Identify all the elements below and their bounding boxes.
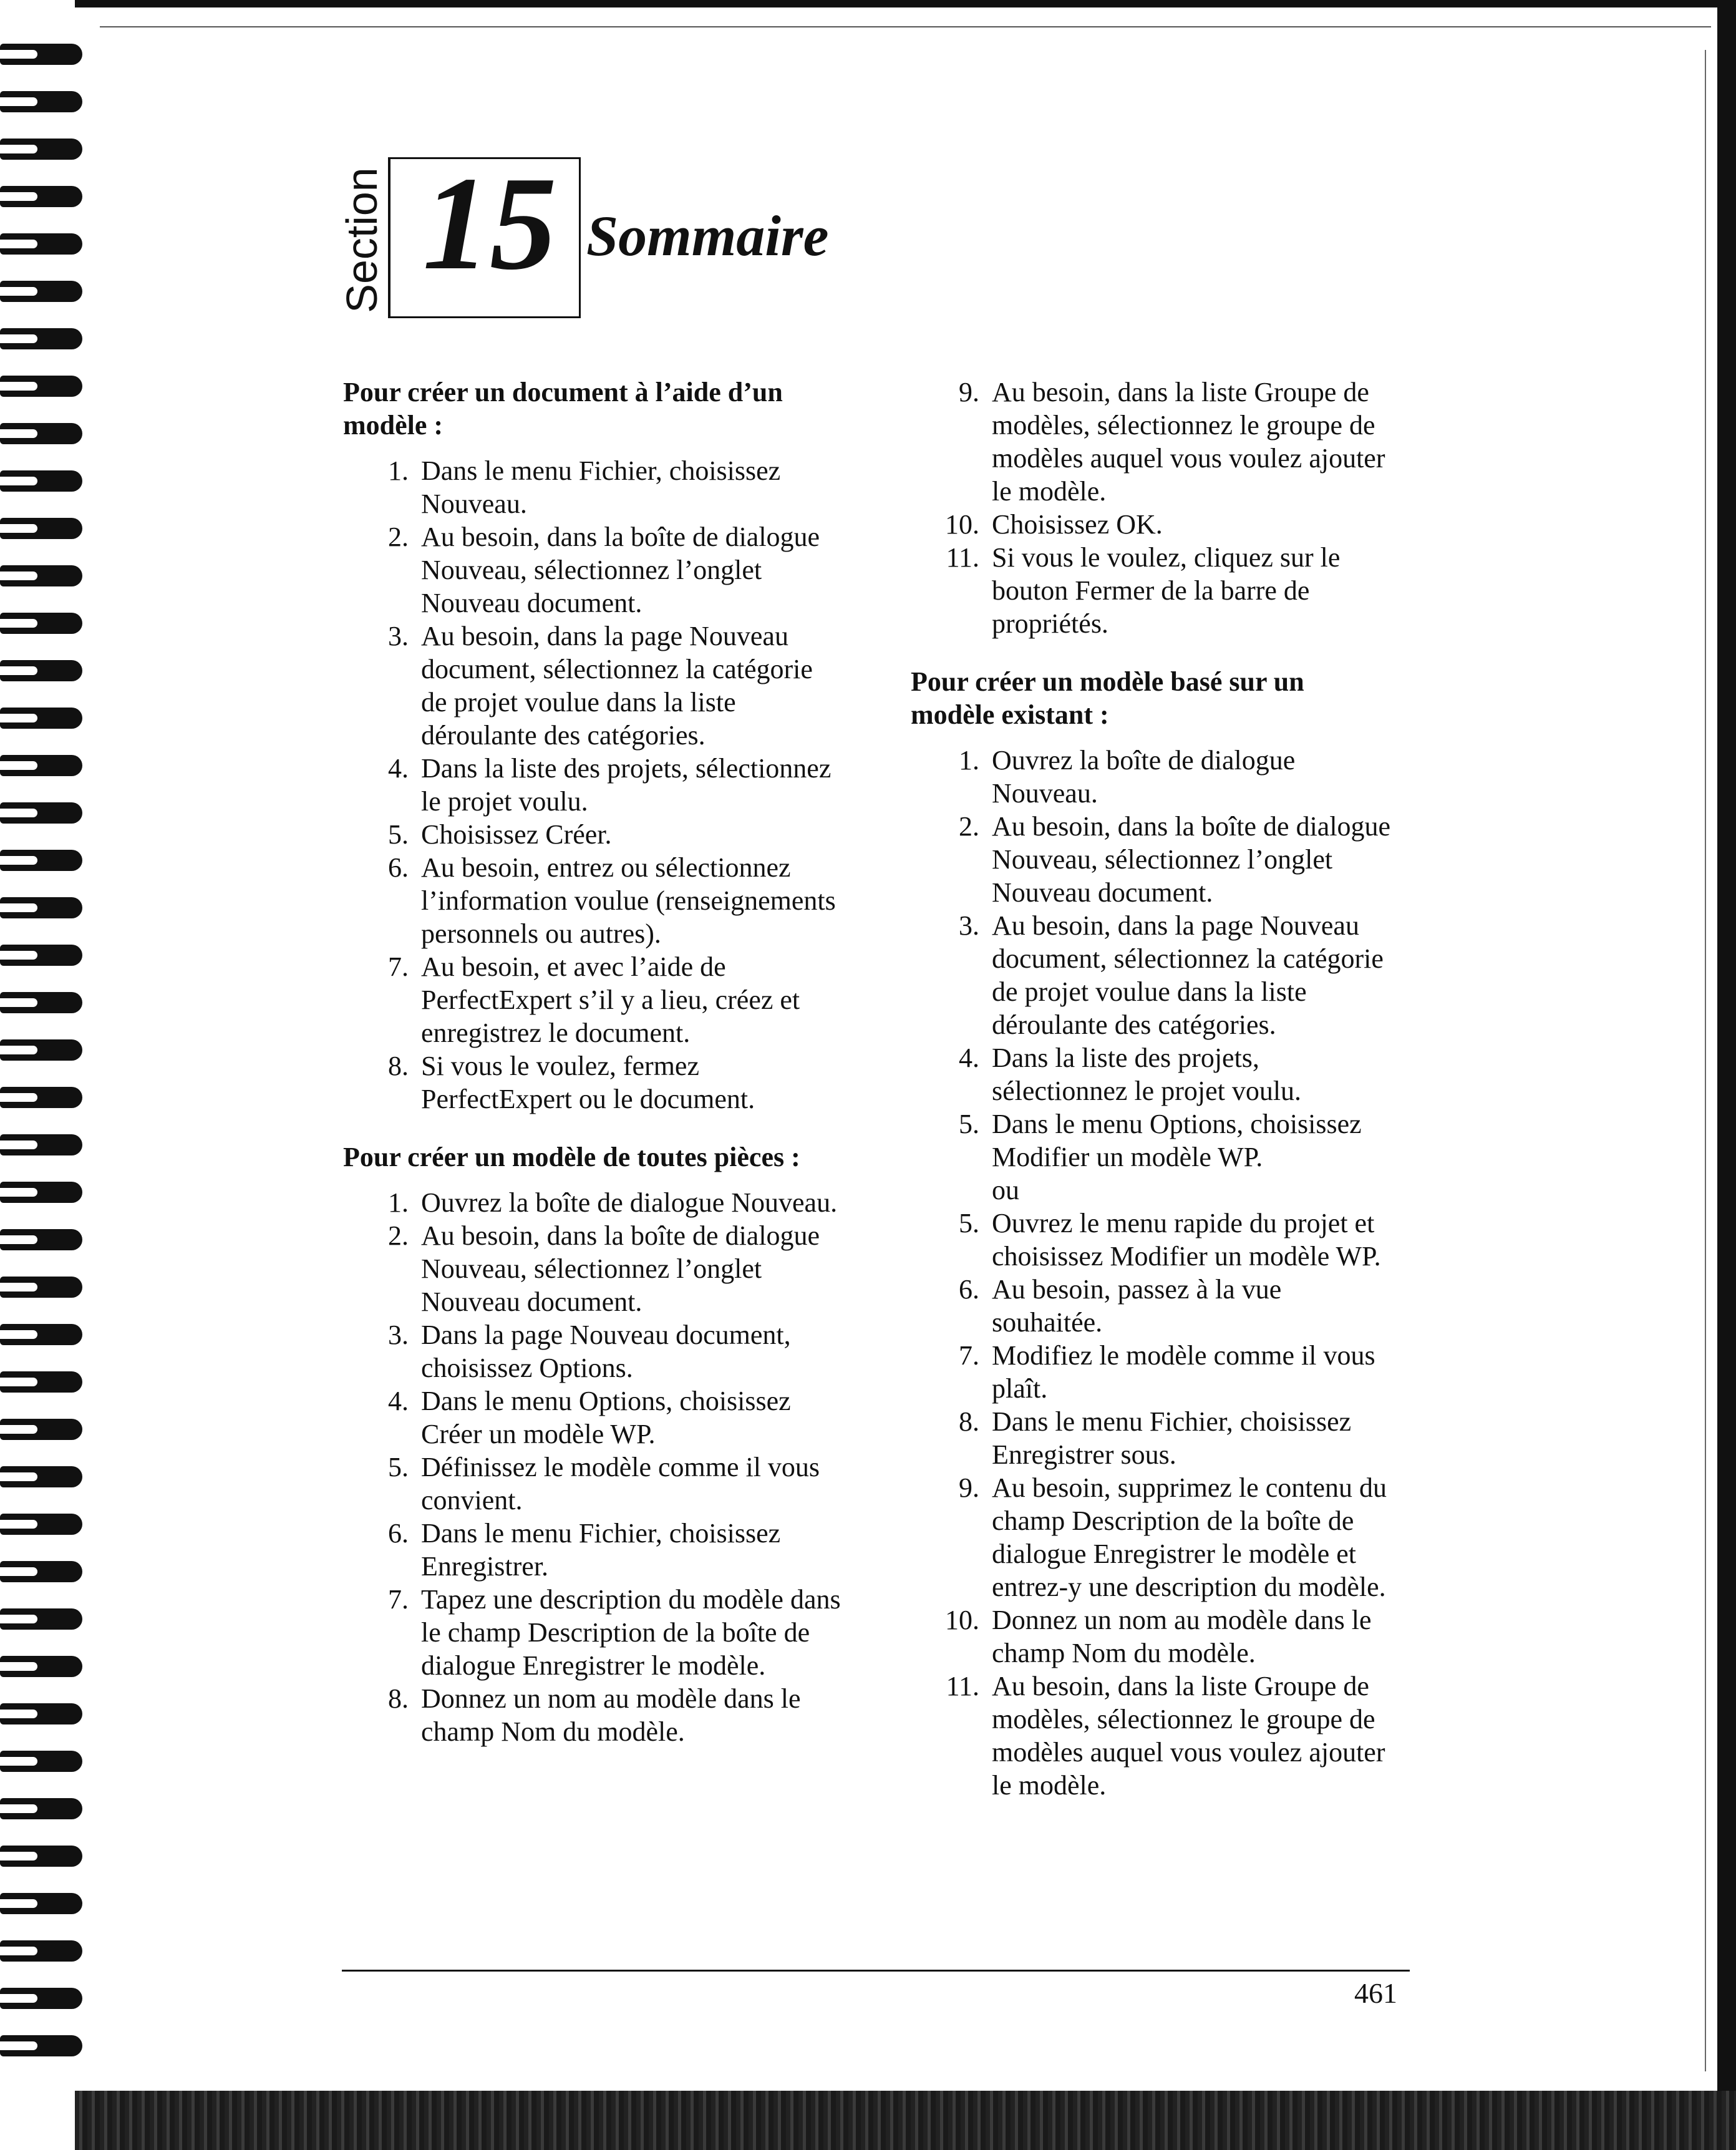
step-text: Dans le menu Fichier, choisissez Nouveau.: [421, 455, 781, 519]
binding-ring: [0, 2035, 82, 2056]
step-list: [343, 454, 842, 1116]
step-list: [911, 744, 1397, 1174]
step-text: Ouvrez la boîte de dialogue Nouveau.: [992, 745, 1296, 809]
step-number: 4.: [959, 1043, 979, 1073]
binding-ring: [0, 1703, 82, 1724]
step-number: 11.: [946, 1671, 979, 1701]
binding-ring: [0, 1940, 82, 1962]
binding-ring: [0, 1277, 82, 1298]
step-text: Dans la liste des projets, sélectionnez le projet voulu.: [992, 1043, 1302, 1106]
binding-ring: [0, 708, 82, 729]
step-number: 8.: [388, 1683, 409, 1714]
spiral-binding: [0, 0, 94, 2150]
step-number: 1.: [959, 745, 979, 776]
left-column: [343, 376, 842, 1773]
right-column: [911, 376, 1397, 1827]
procedure-create-template: [343, 1141, 842, 1748]
binding-ring: [0, 1229, 82, 1250]
step-text: Si vous le voulez, cliquez sur le bouton Fermer de la barre de propriétés.: [992, 542, 1341, 639]
list-item: [911, 1670, 1397, 1802]
section-number: 15: [422, 148, 557, 298]
step-number: 10.: [945, 1605, 979, 1635]
binding-ring: [0, 992, 82, 1013]
list-item: [911, 1405, 1397, 1471]
step-number: 2.: [388, 1220, 409, 1251]
binding-ring: [0, 660, 82, 681]
step-text: Ouvrez le menu rapide du projet et choisissez Modifier un modèle WP.: [992, 1208, 1381, 1272]
binding-ring: [0, 1039, 82, 1061]
list-item: [911, 810, 1397, 909]
procedure-heading: Pour créer un document à l’aide d’un modèle :: [343, 377, 783, 440]
step-number: 2.: [388, 522, 409, 552]
list-item: [343, 1517, 842, 1583]
list-item: [343, 1583, 842, 1682]
binding-ring: [0, 1466, 82, 1487]
step-text: Au besoin, dans la page Nouveau document, sélectionnez la catégorie de projet voulue dans la liste déroulante des catégories.: [992, 910, 1384, 1040]
step-number: 8.: [959, 1406, 979, 1437]
binding-ring: [0, 44, 82, 65]
list-item: [343, 818, 842, 851]
step-text: Donnez un nom au modèle dans le champ Nom du modèle.: [421, 1683, 801, 1747]
step-number: 3.: [388, 621, 409, 651]
step-number: 3.: [388, 1320, 409, 1350]
procedure-heading: Pour créer un modèle basé sur un modèle existant :: [911, 666, 1304, 730]
step-text: Au besoin, dans la page Nouveau document, sélectionnez la catégorie de projet voulue dans la liste déroulante des catégories.: [421, 621, 813, 751]
binding-ring: [0, 1324, 82, 1345]
step-text: Définissez le modèle comme il vous convient.: [421, 1452, 820, 1515]
step-list: [911, 1207, 1397, 1802]
binding-ring: [0, 1988, 82, 2009]
step-number: 6.: [388, 1518, 409, 1549]
binding-ring: [0, 802, 82, 824]
procedure-template-from-existing: [911, 665, 1397, 1802]
step-number: 5.: [388, 819, 409, 850]
step-text: Au besoin, dans la liste Groupe de modèles, sélectionnez le groupe de modèles auquel vous voulez ajouter le modèle.: [992, 377, 1385, 507]
list-item: [343, 1682, 842, 1748]
step-text: Modifiez le modèle comme il vous plaît.: [992, 1340, 1375, 1404]
page-right-edge: [1705, 50, 1706, 2071]
step-number: 10.: [945, 509, 979, 540]
step-text: Ouvrez la boîte de dialogue Nouveau.: [421, 1187, 838, 1218]
step-text: Au besoin, dans la liste Groupe de modèles, sélectionnez le groupe de modèles auquel vous voulez ajouter le modèle.: [992, 1671, 1385, 1801]
step-number: 3.: [959, 910, 979, 941]
list-item: [343, 1384, 842, 1451]
step-text: Choisissez OK.: [992, 509, 1163, 540]
list-item: [911, 1471, 1397, 1603]
list-item: [343, 1219, 842, 1318]
binding-ring: [0, 1561, 82, 1582]
scan-right-border: [1717, 0, 1736, 2150]
binding-ring: [0, 1751, 82, 1772]
step-number: 9.: [959, 1472, 979, 1503]
step-text: Au besoin, entrez ou sélectionnez l’information voulue (renseignements personnels ou autres).: [421, 852, 836, 949]
step-text: Si vous le voulez, fermez PerfectExpert ou le document.: [421, 1051, 755, 1114]
list-item: [911, 376, 1397, 508]
list-item: [343, 950, 842, 1049]
section-label-text: Section: [337, 167, 386, 313]
step-number: 4.: [388, 1386, 409, 1416]
step-number: 7.: [959, 1340, 979, 1371]
step-text: Dans le menu Options, choisissez Modifier un modèle WP.: [992, 1109, 1362, 1172]
procedure-create-document: [343, 376, 842, 1116]
binding-ring: [0, 1134, 82, 1155]
scan-top-border: [75, 0, 1717, 7]
binding-ring: [0, 1608, 82, 1630]
step-text: Tapez une description du modèle dans le champ Description de la boîte de dialogue Enregistrer le modèle.: [421, 1584, 841, 1681]
list-item: [911, 744, 1397, 810]
binding-ring: [0, 281, 82, 302]
step-text: Dans le menu Fichier, choisissez Enregistrer sous.: [992, 1406, 1352, 1470]
step-list-continued: [911, 376, 1397, 640]
binding-ring: [0, 613, 82, 634]
list-item: [343, 851, 842, 950]
binding-ring: [0, 945, 82, 966]
binding-ring: [0, 1846, 82, 1867]
step-text: Au besoin, et avec l’aide de PerfectExpert s’il y a lieu, créez et enregistrez le document.: [421, 951, 800, 1048]
section-label: [331, 156, 393, 324]
binding-ring: [0, 1656, 82, 1677]
binding-ring: [0, 897, 82, 918]
step-text: Au besoin, dans la boîte de dialogue Nouveau, sélectionnez l’onglet Nouveau document.: [992, 811, 1391, 908]
binding-ring: [0, 186, 82, 207]
page-top-edge: [100, 26, 1711, 27]
step-number: 6.: [959, 1274, 979, 1305]
step-number: 4.: [388, 753, 409, 784]
list-item: [911, 541, 1397, 640]
list-item: [343, 752, 842, 818]
list-item: [911, 1207, 1397, 1273]
list-item: [911, 1107, 1397, 1174]
step-number: 6.: [388, 852, 409, 883]
list-item: [911, 1339, 1397, 1405]
list-item: [343, 520, 842, 620]
step-text: Au besoin, supprimez le contenu du champ Description de la boîte de dialogue Enregistrer le modèle et entrez-y une description du modèle.: [992, 1472, 1387, 1602]
list-item: [343, 454, 842, 520]
step-text: Choisissez Créer.: [421, 819, 612, 850]
step-text: Au besoin, dans la boîte de dialogue Nouveau, sélectionnez l’onglet Nouveau document.: [421, 522, 820, 618]
step-number: 5.: [388, 1452, 409, 1482]
binding-ring: [0, 1371, 82, 1393]
step-number: 8.: [388, 1051, 409, 1081]
step-text: Au besoin, passez à la vue souhaitée.: [992, 1274, 1282, 1338]
binding-ring: [0, 1798, 82, 1819]
step-text: Au besoin, dans la boîte de dialogue Nouveau, sélectionnez l’onglet Nouveau document.: [421, 1220, 820, 1317]
step-text: Dans la page Nouveau document, choisissez Options.: [421, 1320, 791, 1383]
binding-ring: [0, 755, 82, 776]
footer-rule: [342, 1970, 1410, 1972]
binding-ring: [0, 233, 82, 255]
section-title: Sommaire: [586, 204, 829, 268]
binding-ring: [0, 1182, 82, 1203]
or-separator: ou: [992, 1175, 1019, 1205]
list-item: [343, 1451, 842, 1517]
binding-ring: [0, 1087, 82, 1108]
step-text: Donnez un nom au modèle dans le champ Nom du modèle.: [992, 1605, 1372, 1668]
list-item: [911, 508, 1397, 541]
procedure-heading: Pour créer un modèle de toutes pièces :: [343, 1142, 800, 1172]
step-number: 5.: [959, 1109, 979, 1139]
step-number: 1.: [388, 455, 409, 486]
list-item: [343, 620, 842, 752]
step-number: 7.: [388, 1584, 409, 1615]
list-item: [343, 1049, 842, 1116]
binding-ring: [0, 850, 82, 871]
step-list: [343, 1186, 842, 1748]
binding-ring: [0, 139, 82, 160]
list-item: [343, 1318, 842, 1384]
step-number: 9.: [959, 377, 979, 407]
binding-ring: [0, 1514, 82, 1535]
binding-ring: [0, 376, 82, 397]
binding-ring: [0, 328, 82, 349]
step-text: Dans le menu Fichier, choisissez Enregistrer.: [421, 1518, 781, 1582]
page-number: 461: [1354, 1977, 1397, 2009]
list-item: [911, 1273, 1397, 1339]
list-item: [911, 909, 1397, 1041]
step-number: 2.: [959, 811, 979, 842]
binding-ring: [0, 518, 82, 539]
binding-ring: [0, 91, 82, 112]
step-text: Dans le menu Options, choisissez Créer un modèle WP.: [421, 1386, 791, 1449]
list-item: [911, 1041, 1397, 1107]
binding-ring: [0, 1893, 82, 1914]
list-item: [343, 1186, 842, 1219]
step-number: 11.: [946, 542, 979, 573]
binding-ring: [0, 565, 82, 586]
scan-bottom-border: [75, 2091, 1736, 2150]
list-item: [911, 1603, 1397, 1670]
binding-ring: [0, 423, 82, 444]
step-number: 5.: [959, 1208, 979, 1238]
step-number: 7.: [388, 951, 409, 982]
binding-ring: [0, 470, 82, 492]
step-number: 1.: [388, 1187, 409, 1218]
binding-ring: [0, 1419, 82, 1440]
step-text: Dans la liste des projets, sélectionnez le projet voulu.: [421, 753, 832, 817]
